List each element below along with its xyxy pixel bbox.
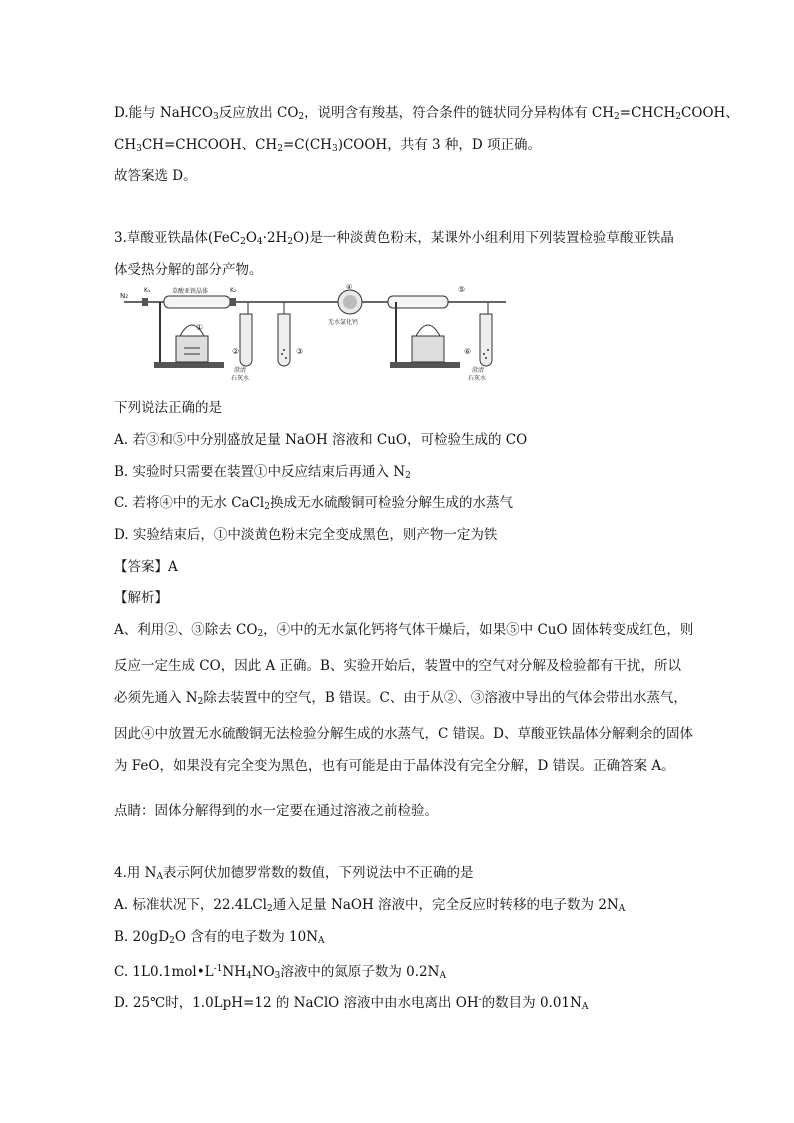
k1-label: K₁ bbox=[144, 287, 151, 294]
q4-option-c: C. $1L0.1mol•L^{-1}NH_4NO_3$溶液中的氮原子数为 $0.2N_A$ bbox=[114, 964, 446, 981]
q3-option-d: D. 实验结束后，①中淡黄色粉末完全变成黑色，则产物一定为铁 bbox=[114, 527, 498, 543]
q4-option-a: A. 标准状况下，22.4LCl$_2$通入足量 NaOH 溶液中，完全反应时转移的电子数为 $2N_A$ bbox=[114, 897, 626, 914]
label-4: ④ bbox=[346, 284, 353, 291]
q3-option-b: B. 实验时只需要在装置①中反应结束后再通入 $N_2$ bbox=[114, 464, 411, 481]
q4-option-d: D. 25℃时，1.0LpH=12 的 NaClO 溶液中由水电离出 OH-的数目为 $0.01N_A$ bbox=[114, 995, 589, 1012]
q3-prompt: 下列说法正确的是 bbox=[114, 400, 222, 416]
q3-tip: 点睛：固体分解得到的水一定要在通过溶液之前检验。 bbox=[114, 803, 438, 819]
q2-option-d-line2: $CH_3CH=CHCOOH$、$CH_2=C(CH_3)COOH$，共有 3 种，D 项正确。 bbox=[114, 137, 541, 154]
limewater2-label-a: 澄清 bbox=[472, 367, 485, 374]
label-5: ⑤ bbox=[458, 285, 466, 294]
limewater-label-a: 澄清 bbox=[234, 367, 247, 374]
q4-stem: 4.用 $N_A$表示阿伏加德罗常数的数值，下列说法中不正确的是 bbox=[114, 865, 474, 882]
label-2: ② bbox=[232, 347, 240, 356]
q3-option-c: C. 若将④中的无水 CaCl$_2$换成无水硫酸铜可检验分解生成的水蒸气 bbox=[114, 495, 513, 512]
limewater2-label-b: 石灰水 bbox=[468, 375, 487, 382]
q3-stem-line1: 3.草酸亚铁晶体$(FeC_2O_4\cdot 2H_2O)$是一种淡黄色粉末，某课外小组利用下列装置检验草酸亚铁晶 bbox=[114, 230, 674, 247]
apparatus-diagram bbox=[114, 284, 518, 384]
q3-analysis-title: 【解析】 bbox=[114, 590, 168, 606]
q3-answer: 【答案】A bbox=[114, 559, 178, 575]
q3-analysis-body: A、利用②、③除去 $CO_2$，④中的无水氯化钙将气体干燥后，如果⑤中 CuO 固体转变成红色，则反应一定生成 CO，因此 A 正确。B、实验开始后，装置中的空气对分解及检验都有干扰，所以必须先通入 $N_2$除去装置中的空气，B 错误。C、由于从②、③溶液中导出的气体会带出水蒸气，因此④中放置无水硫酸铜无法检验分解生成的水蒸气，C 错误。D、草酸亚铁晶体分解剩余的固体为 FeO，如果没有完全变为黑色，也有可能是由于晶体没有完全分解，D 错误。正确答案 A。 bbox=[114, 622, 694, 774]
q2-option-d-line1: D.能与 NaHCO$_3$反应放出 $CO_2$，说明含有羧基，符合条件的链状同分异构体有 $CH_2=CHCH_2COOH$、 bbox=[114, 105, 739, 122]
q4-option-b: B. $20gD_2O$ 含有的电子数为 $10N_A$ bbox=[114, 929, 325, 946]
q3-stem-line2: 体受热分解的部分产物。 bbox=[114, 262, 263, 278]
n2-label: N₂ bbox=[120, 292, 129, 300]
cacl2-label: 无水氯化钙 bbox=[328, 319, 359, 326]
k2-label: K₂ bbox=[230, 287, 237, 294]
label-6: ⑥ bbox=[464, 347, 472, 356]
crystal-label: 草酸亚铁晶体 bbox=[172, 288, 209, 295]
label-3: ③ bbox=[296, 347, 304, 356]
q3-option-a: A. 若③和⑤中分别盛放足量 NaOH 溶液和 CuO，可检验生成的 CO bbox=[114, 432, 528, 448]
q2-conclusion: 故答案选 D。 bbox=[114, 168, 197, 184]
limewater-label-b: 石灰水 bbox=[231, 375, 250, 382]
label-1: ① bbox=[196, 323, 204, 332]
